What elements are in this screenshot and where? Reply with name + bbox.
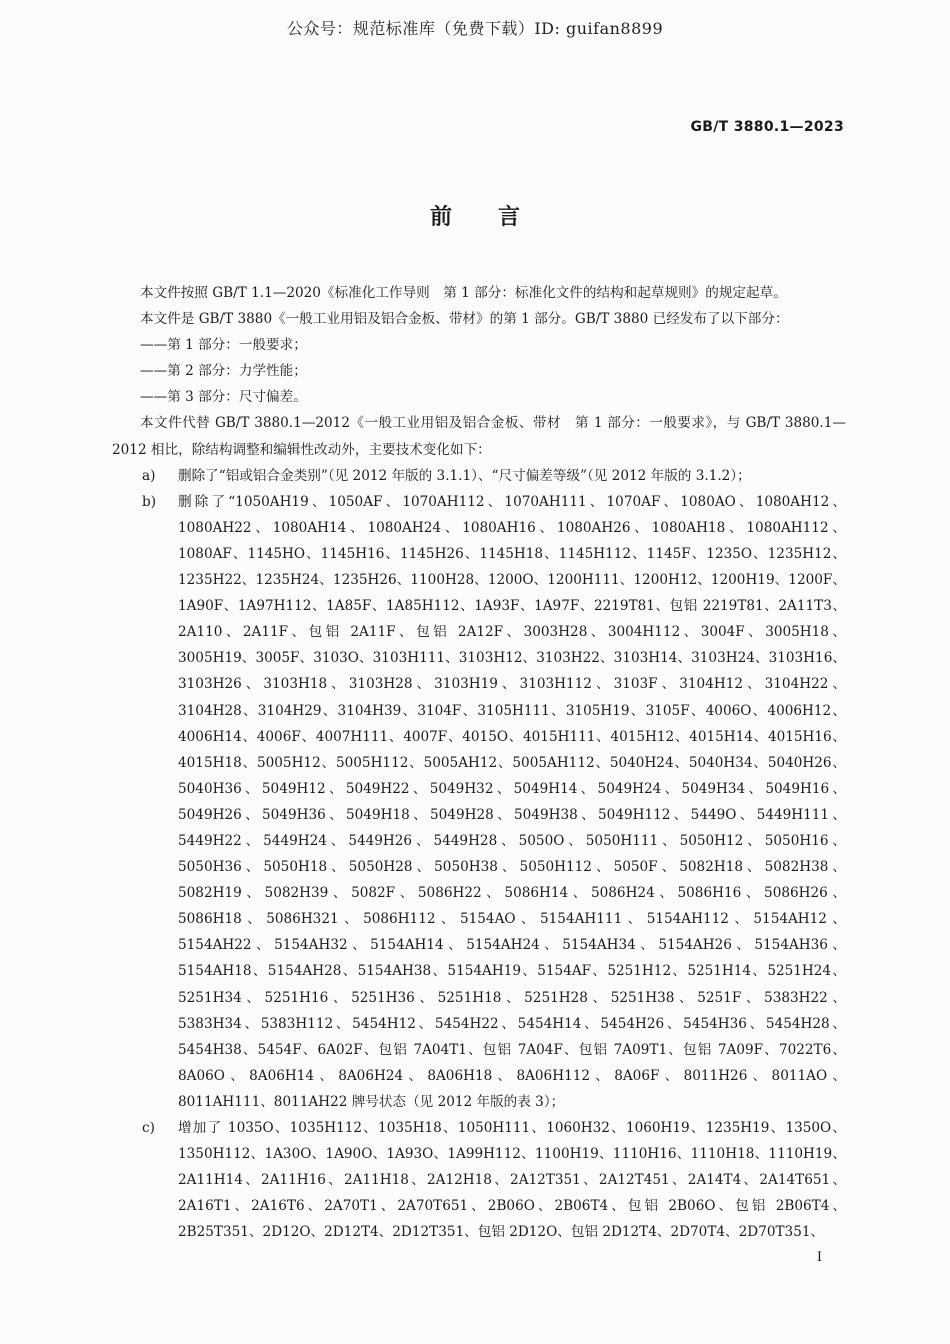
foreword-body bbox=[112, 280, 846, 1245]
standard-code: GB/T 3880.1—2023 bbox=[690, 119, 844, 135]
change-item-label: c) bbox=[142, 1120, 155, 1136]
change-item-label: b) bbox=[142, 493, 157, 510]
page-title bbox=[0, 200, 950, 231]
paragraph-series-parts: 本文件是 GB/T 3880《一般工业用铝及铝合金板、带材》的第 1 部分。GB/T 3880 已经发布了以下部分： bbox=[140, 311, 789, 328]
change-item-text: 删除了“1050AH19、1050AF、1070AH112、1070AH111、1070AF、1080AO、1080AH12、1080AH22、1080AH14、1080AH24、1080AH16、1080AH26、1080AH18、1080AH112、1080AF、1145HO、1145H16、1145H26、1145H18、1145H112、1145F、1235O、1235H12、1235H22、1235H24、1235H26、1100H28、1200O、1200H111、1200H12、1200H19、1200F、1A90F、1A97H112、1A85F、1A85H112、1A93F、1A97F、2219T81、包铝 2219T81、2A11T3、2A110、2A11F、包铝 2A11F、包铝 2A12F、3003H28、3004H112、3004F、3005H18、3005H19、3005F、3103O、3103H111、3103H12、3103H22、3103H14、3103H24、3103H16、3103H26、3103H18、3103H28、3103H19、3103H112、3103F、3104H12、3104H22、3104H28、3104H29、3104H39、3104F、3105H111、3105H19、3105F、4006O、4006H12、4006H14、4006F、4007H111、4007F、4015O、4015H111、4015H12、4015H14、4015H16、4015H18、5005H12、5005H112、5005AH12、5005AH112、5040H24、5040H34、5040H26、5040H36、5049H12、5049H22、5049H32、5049H14、5049H24、5049H34、5049H16、5049H26、5049H36、5049H18、5049H28、5049H38、5049H112、5449O、5449H111、5449H22、5449H24、5449H26、5449H28、5050O、5050H111、5050H12、5050H16、5050H36、5050H18、5050H28、5050H38、5050H112、5050F、5082H18、5082H38、5082H19、5082H39、5082F、5086H22、5086H14、5086H24、5086H16、5086H26、5086H18、5086H321、5086H112、5154AO、5154AH111、5154AH112、5154AH12、5154AH22、5154AH32、5154AH14、5154AH24、5154AH34、5154AH26、5154AH36、5154AH18、5154AH28、5154AH38、5154AH19、5154AF、5251H12、5251H14、5251H24、5251H34、5251H16、5251H36、5251H18、5251H28、5251H38、5251F、5383H22、5383H34、5383H112、5454H12、5454H22、5454H14、5454H26、5454H36、5454H28、5454H38、5454F、6A02F、包铝 7A04T1、包铝 7A04F、包铝 7A09T1、包铝 7A09F、7022T6、8A06O、8A06H14、8A06H24、8A06H18、8A06H112、8A06F、8011H26、8011AO、8011AH111、8011AH22 牌号状态（见 2012 年版的表 3）； bbox=[178, 493, 846, 1110]
page-number: I bbox=[816, 1250, 822, 1265]
change-item-label: a) bbox=[142, 467, 156, 484]
paragraph-drafting-rules: 本文件按照 GB/T 1.1—2020《标准化工作导则 第 1 部分：标准化文件的结构和起草规则》的规定起草。 bbox=[140, 285, 787, 301]
title-char-1: 前 bbox=[429, 205, 452, 230]
change-item-text: 删除了“铝或铝合金类别”（见 2012 年版的 3.1.1）、“尺寸偏差等级”（见 2012 年版的 3.1.2）； bbox=[178, 467, 751, 484]
title-char-2: 言 bbox=[498, 205, 521, 230]
part-list-item: ——第 2 部分：力学性能； bbox=[140, 363, 307, 380]
source-watermark: 公众号：规范标准库（免费下载）ID: guifan8899 bbox=[286, 19, 664, 38]
part-list-item: ——第 3 部分：尺寸偏差。 bbox=[140, 389, 307, 406]
change-item-a bbox=[112, 463, 846, 489]
change-item-text: 增加了 1035O、1035H112、1035H18、1050H111、1060H32、1060H19、1235H19、1350O、1350H112、1A30O、1A90O、1A93O、1A99H112、1100H19、1110H16、1110H18、1110H19、2A11H14、2A11H16、2A11H18、2A12H18、2A12T351、2A12T451、2A14T4、2A14T651、2A16T1、2A16T6、2A70T1、2A70T651、2B06O、2B06T4、包铝 2B06O、包铝 2B06T4、2B25T351、2D12O、2D12T4、2D12T351、包铝 2D12O、包铝 2D12T4、2D70T4、2D70T351、 bbox=[178, 1120, 846, 1241]
paragraph-replacement: 本文件代替 GB/T 3880.1—2012《一般工业用铝及铝合金板、带材 第 1 部分：一般要求》，与 GB/T 3880.1—2012 相比，除结构调整和编辑性改动外，主要技术变化如下： bbox=[112, 415, 846, 458]
part-list-item: ——第 1 部分：一般要求； bbox=[140, 337, 307, 354]
change-item-c bbox=[112, 1115, 846, 1245]
change-item-b bbox=[112, 489, 846, 1115]
